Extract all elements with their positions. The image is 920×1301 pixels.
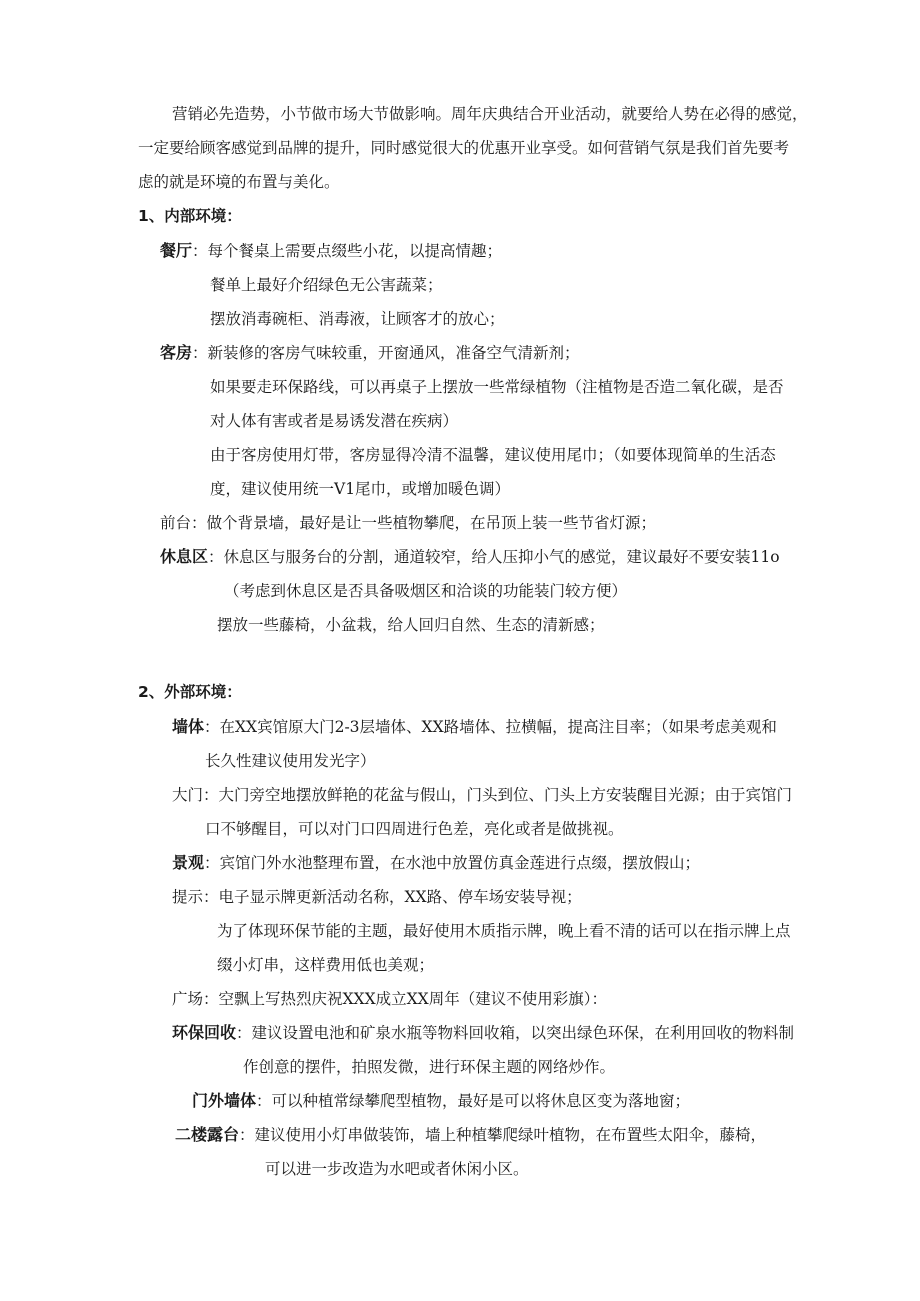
damen-line-2: 口不够醒目，可以对门口四周进行色差，亮化或者是做挑视。: [205, 820, 624, 838]
guangchang-label: 广场: [172, 990, 204, 1008]
section-1-heading: 1、内部环境：: [138, 207, 242, 225]
qiantai-label: 前台: [160, 514, 192, 532]
qiangti-label: 墙体: [172, 717, 205, 736]
menwai-line-1: 门外墙体：可以种植常绿攀爬型植物，最好是可以将休息区变为落地窗；: [192, 1091, 691, 1110]
xiuxi-label: 休息区: [160, 547, 209, 566]
damen-label: 大门: [172, 786, 204, 804]
jingguan-line-1: 景观：宾馆门外水池整理布置，在水池中放置仿真金莲进行点缀，摆放假山；: [172, 853, 701, 872]
xiuxi-line-1: 休息区：休息区与服务台的分割，通道较窄，给人压抑小气的感觉，建议最好不要安装11o: [160, 547, 780, 566]
tishi-line-2: 为了体现环保节能的主题，最好使用木质指示牌，晚上看不清的话可以在指示牌上点: [217, 922, 791, 940]
menwai-label: 门外墙体: [192, 1091, 257, 1110]
erlou-line-1: 二楼露台：建议使用小灯串做装饰，墙上种植攀爬绿叶植物，在布置些太阳伞，藤椅，: [175, 1125, 767, 1144]
section-2-heading: 2、外部环境：: [138, 683, 242, 701]
jingguan-label: 景观: [172, 853, 205, 872]
intro-line-2: 一定要给顾客感觉到品牌的提升，同时感觉很大的优惠开业享受。如何营销气氛是我们首先要考: [138, 139, 790, 157]
xiuxi-line-2: （考虑到休息区是否具备吸烟区和洽谈的功能装门较方便）: [224, 582, 628, 600]
tishi-line-3: 缀小灯串，这样费用低也美观；: [217, 956, 435, 974]
tishi-line-1: 提示：电子显示牌更新活动名称，XX路、停车场安装导视；: [172, 888, 582, 906]
qiangti-line-2: 长久性建议使用发光字）: [205, 752, 376, 770]
canting-line-3: 摆放消毒碗柜、消毒液，让顾客才的放心；: [210, 310, 505, 328]
xiuxi-line-3: 摆放一些藤椅，小盆栽，给人回归自然、生态的清新感；: [217, 616, 605, 634]
huanbao-label: 环保回收: [172, 1023, 237, 1042]
erlou-label: 二楼露台: [175, 1125, 240, 1144]
kefang-label: 客房: [160, 343, 193, 362]
damen-line-1: 大门：大门旁空地摆放鲜艳的花盆与假山，门头到位、门头上方安装醒目光源；由于宾馆门: [172, 786, 793, 804]
canting-line-2: 餐单上最好介绍绿色无公害蔬菜；: [210, 276, 443, 294]
intro-line-3: 虑的就是环境的布置与美化。: [138, 173, 340, 191]
erlou-line-2: 可以进一步改造为水吧或者休闲小区。: [265, 1160, 529, 1178]
kefang-line-2: 如果要走环保路线，可以再桌子上摆放一些常绿植物（注植物是否造二氧化碳，是否: [210, 378, 784, 396]
kefang-line-1: 客房：新装修的客房气味较重，开窗通风，准备空气清新剂；: [160, 343, 580, 362]
huanbao-line-1: 环保回收：建议设置电池和矿泉水瓶等物料回收箱，以突出绿色环保，在利用回收的物料制: [172, 1023, 795, 1042]
kefang-line-3: 对人体有害或者是易诱发潜在疾病）: [210, 412, 459, 430]
intro-line-1: 营销必先造势，小节做市场大节做影响。周年庆典结合开业活动，就要给人势在必得的感觉，: [172, 105, 808, 123]
canting-line-1: 餐厅：每个餐桌上需要点缀些小花，以提高情趣；: [160, 241, 503, 260]
guangchang-line-1: 广场：空飘上写热烈庆祝XXX成立XX周年（建议不使用彩旗）：: [172, 990, 607, 1008]
tishi-label: 提示: [172, 888, 204, 906]
kefang-line-5: 度，建议使用统一V1尾巾，或增加暖色调）: [210, 480, 511, 498]
huanbao-line-2: 作创意的摆件，拍照发微，进行环保主题的网络炒作。: [243, 1058, 616, 1076]
kefang-line-4: 由于客房使用灯带，客房显得冷清不温馨，建议使用尾巾；（如要体现简单的生活态: [210, 446, 776, 464]
canting-label: 餐厅: [160, 241, 193, 260]
qiangti-line-1: 墙体：在XX宾馆原大门2-3层墙体、XX路墙体、拉横幅，提高注目率；（如果考虑美观和: [172, 717, 777, 736]
qiantai-line-1: 前台：做个背景墙，最好是让一些植物攀爬，在吊顶上装一些节省灯源；: [160, 514, 657, 532]
